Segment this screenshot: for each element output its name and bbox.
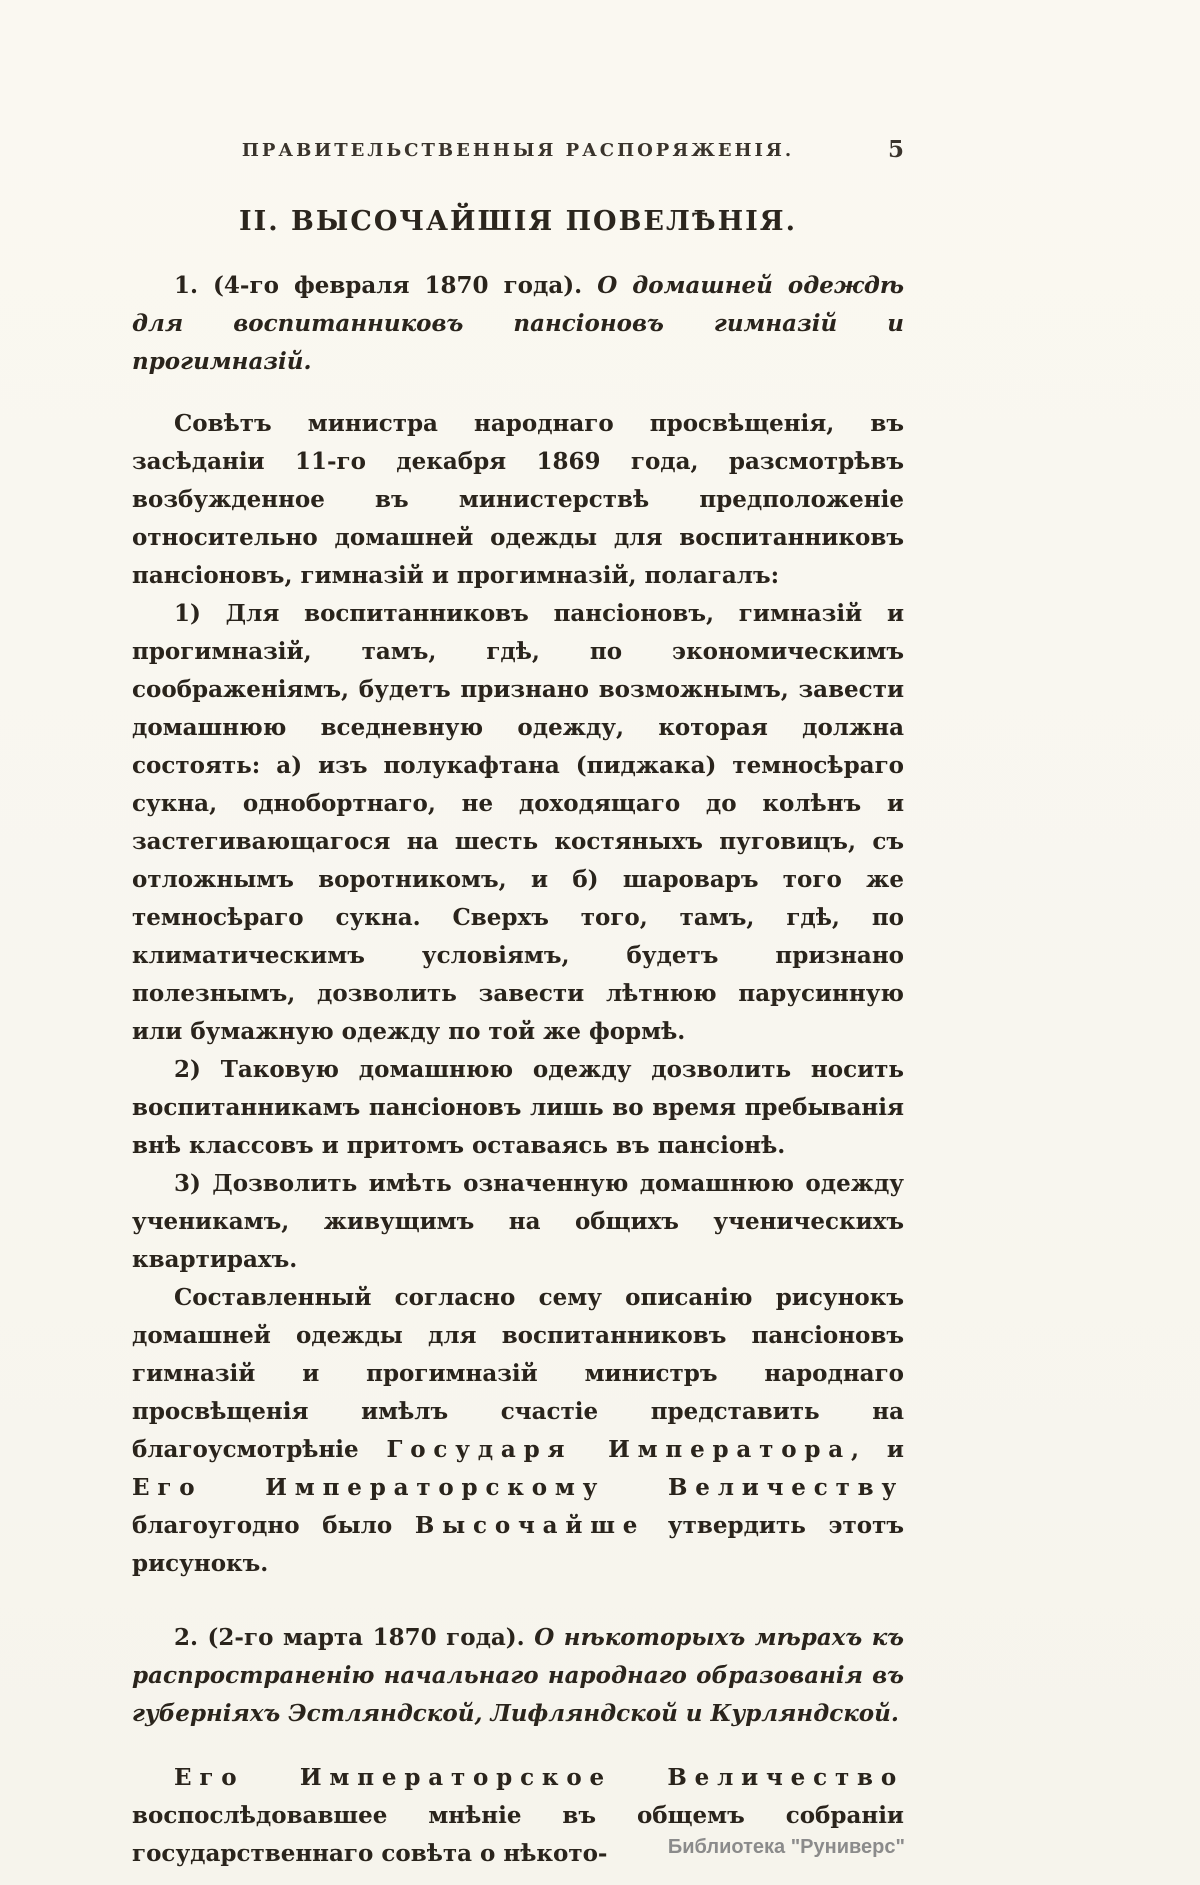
emphasis-imperial-majesty: Его Императорскому Величеству — [132, 1474, 904, 1501]
emphasis-sovereign-emperor: Государя Императора — [386, 1436, 852, 1463]
section-title: II. ВЫСОЧАЙШІЯ ПОВЕЛѢНІЯ. — [239, 206, 797, 237]
page-number: 5 — [887, 136, 904, 163]
emphasis-highest: Высочайше — [414, 1512, 646, 1539]
emphasis-his-imperial-majesty: Его Императорское Величество — [174, 1764, 904, 1791]
decree2-title: О нѣкоторыхъ мѣрахъ къ распространенію начальнаго народнаго образованія въ губерніяхъ Эстляндской, Лифляндской и Курляндской. — [132, 1624, 904, 1727]
page-content — [132, 136, 904, 1873]
running-title: ПРАВИТЕЛЬСТВЕННЫЯ РАСПОРЯЖЕНІЯ. — [241, 140, 795, 161]
decree1-date: 1. (4-го февраля 1870 года). — [174, 272, 598, 299]
decree1-item-1: 1) Для воспитанниковъ пансіоновъ, гимназій и прогимназій, тамъ, гдѣ, по экономическимъ соображеніямъ, будетъ признано возможнымъ, завести домашнюю вседневную одежду, которая должна состоять: а) изъ полукафтана (пиджака) темносѣраго сукна, однобортнаго, не доходящаго до колѣнъ и застегивающагося на шесть костяныхъ пуговицъ, съ отложнымъ воротникомъ, и б) шароваръ того же темносѣраго сукна. Сверхъ того, тамъ, гдѣ, по климатическимъ условіямъ, будетъ признано полезнымъ, дозволить завести лѣтнюю парусинную или бумажную одежду по той же формѣ. — [132, 600, 904, 1045]
decree1-heading — [132, 267, 904, 381]
decree2-heading — [132, 1619, 904, 1733]
decree1-item-3: 3) Дозволить имѣть означенную домашнюю одежду ученикамъ, живущимъ на общихъ ученическихъ квартирахъ. — [132, 1170, 904, 1273]
library-watermark: Библиотека "Руниверс" — [667, 1836, 905, 1858]
closing-text: утвердить этотъ рисунокъ. — [132, 1512, 904, 1577]
closing-text: Составленный согласно сему описанію рисунокъ домашней одежды для воспитанниковъ пансіоновъ гимназій и прогимназій министръ народнаго просвѣщенія имѣлъ счастіе представить на благоусмотрѣніе — [132, 1284, 904, 1463]
opening-text: воспослѣдовавшее мнѣніе въ общемъ собраніи государственнаго совѣта о нѣкото- — [132, 1802, 904, 1867]
closing-text: благоугодно было — [132, 1512, 415, 1539]
closing-text: , и — [851, 1436, 904, 1463]
decree1-intro-paragraph: Совѣтъ министра народнаго просвѣщенія, въ засѣданіи 11-го декабря 1869 года, разсмотрѣвъ возбужденное въ министерствѣ предположеніе относительно домашней одежды для воспитанниковъ пансіоновъ, гимназій и прогимназій, полагалъ: — [132, 410, 904, 589]
decree1-closing-paragraph — [132, 1279, 904, 1583]
decree2-date: 2. (2-го марта 1870 года). — [174, 1624, 535, 1651]
decree1-title: О домашней одеждѣ для воспитанниковъ пансіоновъ гимназій и прогимназій. — [132, 272, 904, 375]
decree1-item-2: 2) Таковую домашнюю одежду дозволить носить воспитанникамъ пансіоновъ лишь во время пребыванія внѣ классовъ и притомъ оставаясь въ пансіонѣ. — [132, 1056, 904, 1159]
page-header — [132, 136, 904, 168]
